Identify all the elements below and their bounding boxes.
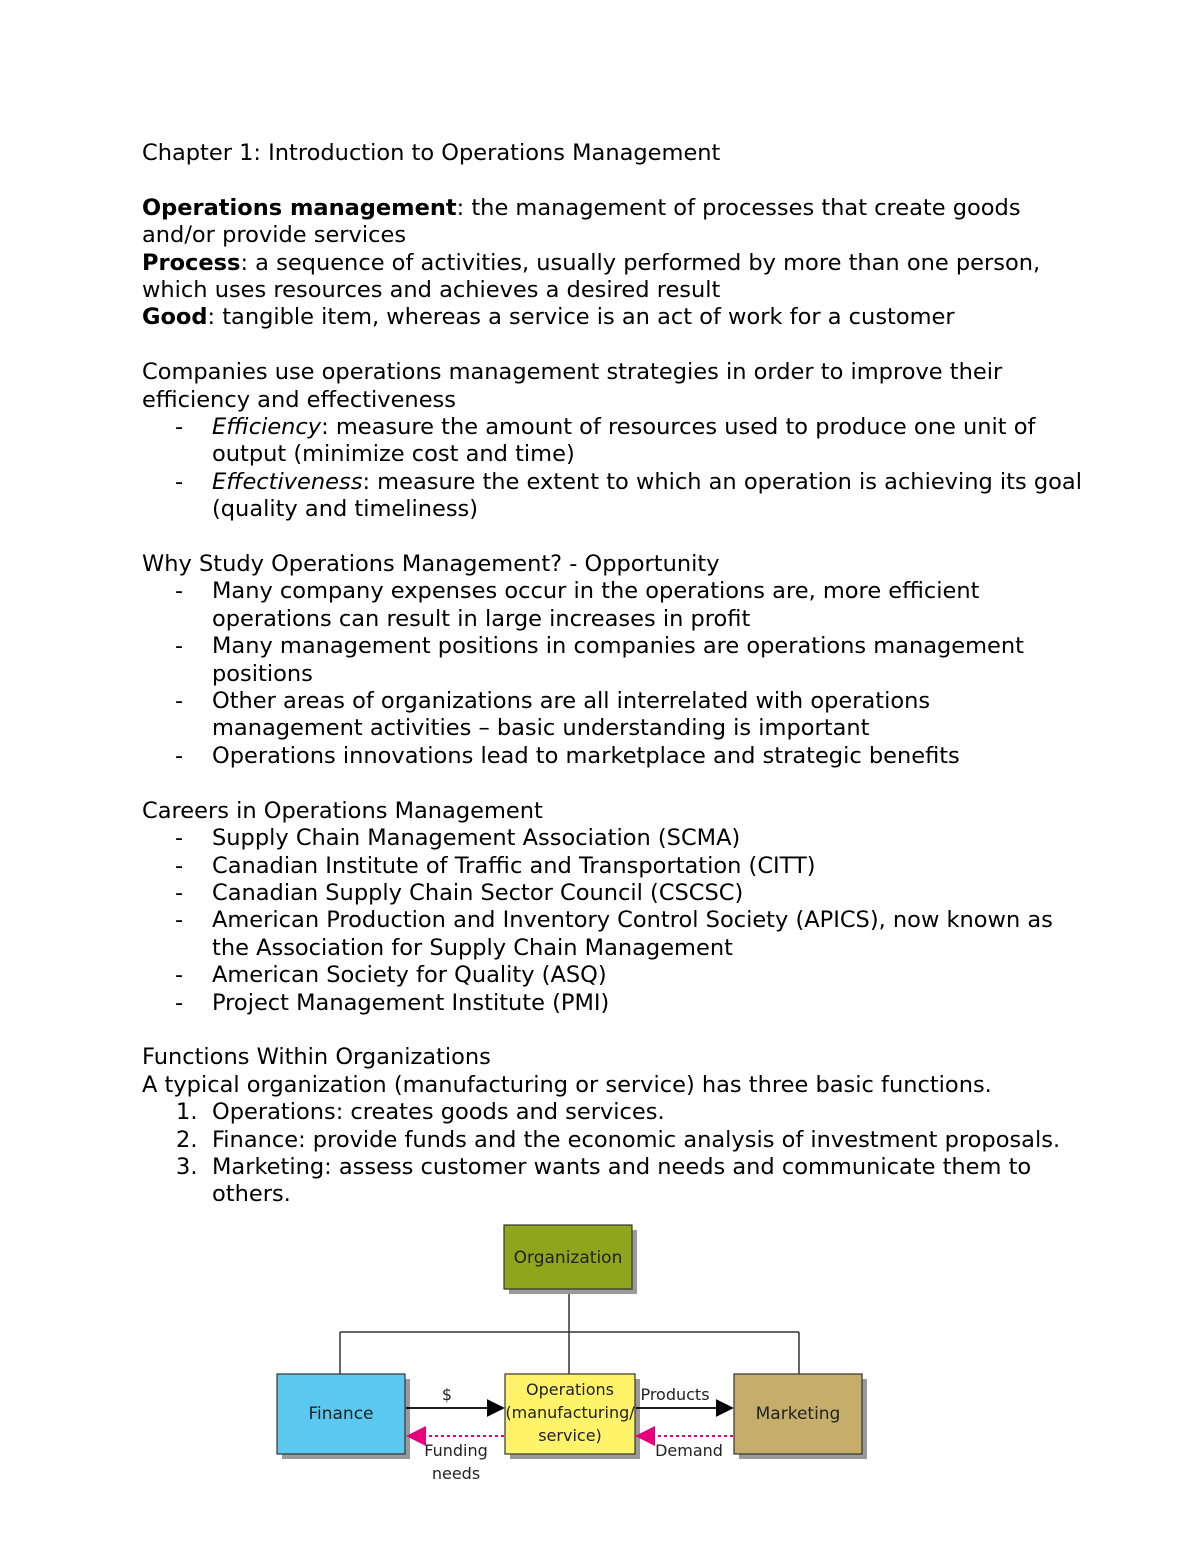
list-number: 2. <box>176 1126 198 1153</box>
bullet-marker: - <box>175 907 184 934</box>
bullet-text: : measure the extent to which an operation is achieving its goal (quality and timeliness) <box>212 468 1082 523</box>
connector-lines <box>340 1290 799 1374</box>
definition-text: : the management of processes that create goods and/or provide services <box>142 194 1021 249</box>
organization-label: Organization <box>513 1248 623 1268</box>
finance-box <box>277 1374 410 1459</box>
strategies-intro: Companies use operations management strategies in order to improve their efficiency and effectiveness <box>142 359 1003 413</box>
bullet-text: American Production and Inventory Control Society (APICS), now known as the Association for Supply Chain Management <box>212 907 1053 961</box>
products-label: Products <box>640 1385 710 1404</box>
funding-label: Funding <box>424 1441 488 1460</box>
list-text: Marketing: assess customer wants and needs and communicate them to others. <box>212 1153 1032 1208</box>
bullet-text: American Society for Quality (ASQ) <box>212 962 607 989</box>
operations-box <box>505 1374 640 1459</box>
bullet-marker: - <box>175 688 184 715</box>
bullet-marker: - <box>175 852 184 879</box>
definition-text: : tangible item, whereas a service is an act of work for a customer <box>207 304 955 331</box>
bullet-marker: - <box>175 578 184 605</box>
bullet-marker: - <box>175 879 184 906</box>
operations-label-line1: Operations <box>526 1380 614 1399</box>
functions-heading: Functions Within Organizations <box>142 1044 491 1071</box>
list-number: 1. <box>176 1099 198 1126</box>
bullet-text: Canadian Supply Chain Sector Council (CSCSC) <box>212 879 744 906</box>
bullet-marker: - <box>175 742 184 769</box>
needs-label: needs <box>431 1464 481 1483</box>
definition-text: : a sequence of activities, usually performed by more than one person, which uses resources and achieves a desired result <box>142 249 1041 304</box>
list-text: Operations: creates goods and services. <box>212 1099 665 1126</box>
bullet-text: Many management positions in companies are operations management positions <box>212 633 1024 687</box>
bullet-marker: - <box>175 633 184 660</box>
bullet-text: Project Management Institute (PMI) <box>212 989 610 1016</box>
list-number: 3. <box>176 1153 198 1180</box>
chapter-title: Chapter 1: Introduction to Operations Management <box>142 140 721 166</box>
organization-box <box>504 1225 637 1294</box>
finance-label: Finance <box>308 1404 374 1424</box>
bullet-text: Other areas of organizations are all interrelated with operations management activities – basic understanding is important <box>212 688 931 742</box>
bullet-text: Supply Chain Management Association (SCMA) <box>212 825 741 852</box>
definition-term: Operations management <box>142 194 457 221</box>
bullet-text: Canadian Institute of Traffic and Transportation (CITT) <box>212 852 816 879</box>
operations-label-line2: (manufacturing/ <box>505 1403 635 1422</box>
why-study-heading: Why Study Operations Management? - Opportunity <box>142 551 720 578</box>
bullet-text: Operations innovations lead to marketplace and strategic benefits <box>212 742 960 769</box>
bullet-text: : measure the amount of resources used to produce one unit of output (minimize cost and time) <box>212 414 1036 468</box>
bullet-marker: - <box>175 825 184 852</box>
demand-label: Demand <box>655 1441 723 1460</box>
bullet-term: Efficiency <box>212 414 322 441</box>
bullet-marker: - <box>175 962 184 989</box>
bullet-marker: - <box>175 989 184 1016</box>
bullet-marker: - <box>175 414 184 441</box>
marketing-label: Marketing <box>755 1404 841 1424</box>
dollar-label: $ <box>441 1385 453 1404</box>
bullet-marker: - <box>175 468 184 495</box>
definition-term: Process <box>142 249 241 276</box>
list-text: Finance: provide funds and the economic analysis of investment proposals. <box>212 1126 1061 1153</box>
careers-heading: Careers in Operations Management <box>142 797 543 824</box>
definition-term: Good <box>142 304 208 331</box>
marketing-box <box>734 1374 867 1459</box>
bullet-text: Many company expenses occur in the operations are, more efficient operations can result in large increases in profit <box>212 578 980 632</box>
operations-label-line3: service) <box>538 1426 602 1445</box>
functions-intro: A typical organization (manufacturing or service) has three basic functions. <box>142 1071 992 1098</box>
bullet-term: Effectiveness <box>212 468 363 495</box>
